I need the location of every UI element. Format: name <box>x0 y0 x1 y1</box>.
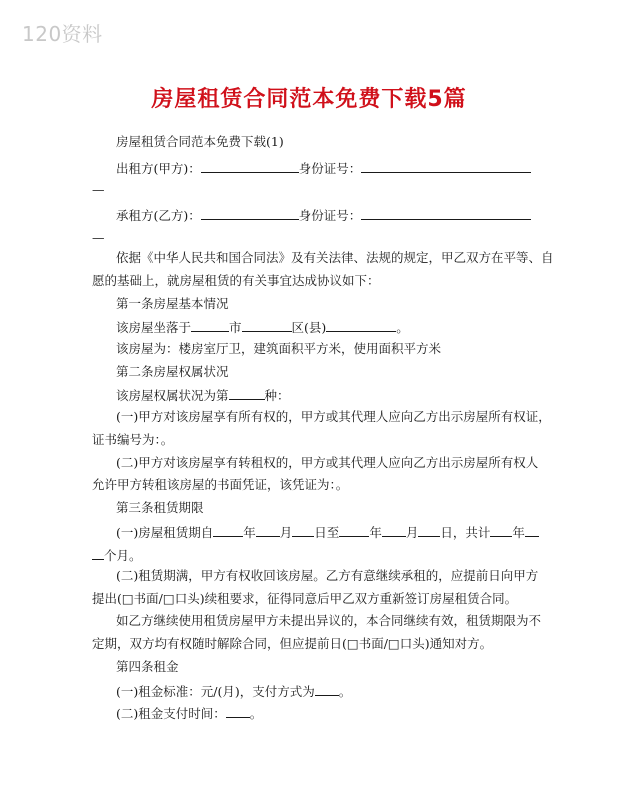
party-a-line <box>116 161 531 176</box>
art2-item1-line1: (一)甲方对该房屋享有所有权的，甲方或其代理人应向乙方出示房屋所有权证， <box>116 409 551 424</box>
address-blank <box>326 320 396 332</box>
end-year-blank <box>339 525 369 537</box>
ownership-type-text-1: 该房屋权属状况为第 <box>116 388 229 403</box>
party-b-line <box>116 208 531 223</box>
term-year-1: 年 <box>243 525 256 540</box>
subtitle: 房屋租赁合同范本免费下载(1) <box>116 134 284 149</box>
start-day-blank <box>292 525 314 537</box>
total-year-blank <box>490 525 512 537</box>
total-month-blank-b <box>92 548 104 560</box>
term-month-1: 月 <box>279 525 293 540</box>
ownership-type-text-2: 种： <box>264 388 290 403</box>
art2-item1-line2: 证书编号为：。 <box>92 432 174 447</box>
art3-item3-line1: 如乙方继续使用租赁房屋甲方未提出异议的，本合同继续有效，租赁期限为不 <box>116 613 542 628</box>
rent-standard-line <box>116 684 351 699</box>
term-month-end: 个月。 <box>104 548 142 563</box>
payment-time-blank <box>226 706 250 718</box>
party-a-label: 出租方(甲方)： <box>116 161 201 176</box>
article-1-heading: 第一条房屋基本情况 <box>116 296 229 311</box>
article-3-heading: 第三条租赁期限 <box>116 500 204 515</box>
document-title: 房屋租赁合同范本免费下载5篇 <box>151 87 467 112</box>
end-day-blank <box>418 525 440 537</box>
rent-time-text: (二)租金支付时间： <box>116 706 226 721</box>
term-year-2: 年 <box>369 525 382 540</box>
party-a-id-blank <box>361 161 531 173</box>
party-b-label: 承租方(乙方)： <box>116 208 201 223</box>
watermark-logo: 120资料 <box>22 22 103 46</box>
layout-line: 该房屋为：楼房室厅卫，建筑面积平方米，使用面积平方米 <box>116 341 442 356</box>
art3-item2-line1: (二)租赁期满，甲方有权收回该房屋。乙方有意继续承租的，应提前日向甲方 <box>116 568 539 583</box>
location-text-2: 市 <box>229 320 242 335</box>
art3-item3-line2: 定期，双方均有权随时解除合同，但应提前日(□书面/□口头)通知对方。 <box>92 636 493 651</box>
term-text-start: (一)房屋租赁期自 <box>116 525 214 540</box>
term-day-to: 日至 <box>314 525 340 540</box>
end-month-blank <box>382 525 406 537</box>
term-line-cont <box>92 548 142 563</box>
term-year-3: 年 <box>512 525 525 540</box>
party-a-name-blank <box>201 161 299 173</box>
city-blank <box>191 320 229 332</box>
term-month-2: 月 <box>405 525 419 540</box>
rent-standard-text: (一)租金标准：元/(月)，支付方式为 <box>116 684 315 699</box>
party-a-id-label: 身份证号： <box>298 161 362 176</box>
total-month-blank-a <box>525 525 539 537</box>
party-b-dash: — <box>92 230 105 245</box>
party-b-name-blank <box>201 208 299 220</box>
party-b-id-blank <box>361 208 531 220</box>
ownership-type-blank <box>229 388 265 400</box>
art2-item2-line2: 允许甲方转租该房屋的书面凭证，该凭证为：。 <box>92 477 349 492</box>
article-2-heading: 第二条房屋权属状况 <box>116 364 229 379</box>
art3-item2-line2: 提出(□书面/□口头)续租要求，征得同意后甲乙双方重新签订房屋租赁合同。 <box>92 591 518 606</box>
start-month-blank <box>256 525 280 537</box>
art2-item2-line1: (二)甲方对该房屋享有转租权的，甲方或其代理人应向乙方出示房屋所有权人 <box>116 455 539 470</box>
article-4-heading: 第四条租金 <box>116 659 179 674</box>
rent-time-end: 。 <box>249 706 263 721</box>
rent-time-line <box>116 706 262 721</box>
intro-line-1: 依据《中华人民共和国合同法》及有关法律、法规的规定，甲乙双方在平等、自 <box>116 250 554 265</box>
location-text-3: 区(县) <box>291 320 327 335</box>
district-blank <box>242 320 292 332</box>
location-text-4: 。 <box>396 320 409 335</box>
intro-line-2: 愿的基础上，就房屋租赁的有关事宜达成协议如下： <box>92 273 380 288</box>
term-day-total: 日，共计 <box>440 525 491 540</box>
payment-method-blank <box>315 684 339 696</box>
location-text-1: 该房屋坐落于 <box>116 320 192 335</box>
location-line <box>116 320 409 335</box>
rent-standard-end: 。 <box>338 684 352 699</box>
ownership-type-line <box>116 388 290 403</box>
party-a-dash: — <box>92 182 105 197</box>
term-line <box>116 525 539 540</box>
start-year-blank <box>213 525 243 537</box>
party-b-id-label: 身份证号： <box>298 208 362 223</box>
